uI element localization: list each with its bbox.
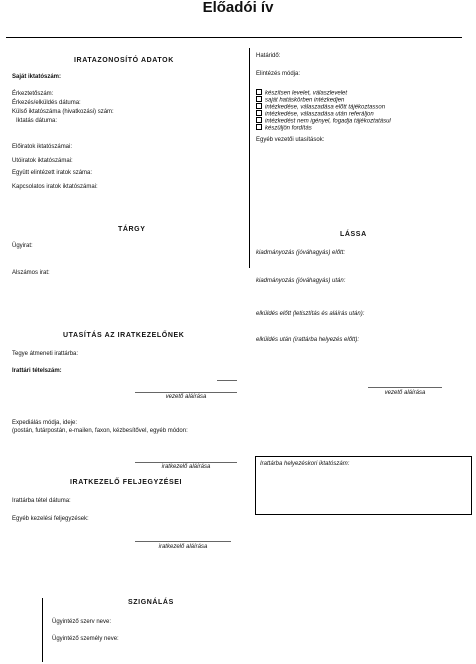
received-number-label: Érkeztetőszám: (12, 91, 54, 97)
checkbox[interactable] (256, 117, 262, 123)
leader-signature-caption: vezető aláírása (165, 394, 207, 400)
admin-signature-caption: iratkezelő aláírása (161, 464, 211, 470)
checkbox[interactable] (256, 89, 262, 95)
other-instructions-label: Egyéb vezetői utasítások: (256, 137, 325, 143)
lassa-signature-caption: vezető aláírása (384, 390, 426, 396)
dispatch-label: Expediálás módja, ideje: (12, 420, 78, 426)
method-label: Elintézés módja: (256, 71, 301, 77)
checkbox[interactable] (256, 110, 262, 116)
previous-docs-label: Előiratok iktatószámai: (12, 144, 73, 150)
related-docs-label: Kapcsolatos iratok iktatószámai: (12, 184, 98, 190)
checkbox[interactable] (256, 103, 262, 109)
following-docs-label: Utóiratok iktatószámai: (12, 158, 73, 164)
own-number-label: Saját iktatószám: (12, 74, 62, 80)
after-send-label: elküldés után (irattárba helyezés előtt): (256, 337, 360, 343)
notes-signature-caption: iratkezelő aláírása (158, 544, 208, 550)
option-label: készüljön fordítás (265, 125, 312, 132)
option-item[interactable] (256, 124, 312, 132)
column-divider (249, 48, 250, 268)
leader-signature-line (135, 392, 237, 393)
admin-signature-line (135, 462, 237, 463)
section-heading-assign: SZIGNÁLÁS (128, 599, 174, 606)
option-label: készítsen levelet, válaszlevelet (265, 90, 348, 97)
checkbox[interactable] (256, 96, 262, 102)
checkbox[interactable] (256, 124, 262, 130)
archive-stamp-label: Irattárba helyezéskori iktatószám: (260, 461, 350, 467)
section-heading-lassa: LÁSSA (340, 231, 367, 238)
notes-signature-line (135, 541, 231, 542)
temp-storage-label: Tegye átmeneti irattárba: (12, 351, 79, 357)
section-heading-notes: IRATKEZELŐ FELJEGYZÉSEI (70, 479, 183, 486)
title-divider (6, 37, 462, 38)
before-issue-label: kiadmányozás (jóváhagyás) előtt: (256, 250, 346, 256)
after-issue-label: kiadmányozás (jóváhagyás) után: (256, 278, 346, 284)
assign-left-bar (42, 598, 43, 662)
person-name-label: Ügyintéző személy neve: (52, 636, 119, 642)
arrival-date-label: Érkezés/elküldés dátuma: (12, 100, 81, 106)
org-name-label: Ügyintéző szerv neve: (52, 619, 112, 625)
option-label: saját hatáskörben intézkedjen (265, 97, 345, 104)
other-notes-label: Egyéb kezelési feljegyzések: (12, 516, 89, 522)
page-title: Előadói ív (202, 0, 274, 16)
section-heading-id: IRATAZONOSÍTÓ ADATOK (74, 57, 174, 64)
client-label: Ügyirat: (12, 243, 33, 249)
deadline-label: Határidő: (256, 53, 281, 59)
archive-stamp-box[interactable] (255, 456, 472, 515)
filing-date-label: Iktatás dátuma: (16, 118, 58, 124)
option-label: intézkedést nem igényel, fogadja tájékoztatásul (265, 118, 391, 125)
lassa-signature-line (368, 387, 442, 388)
before-send-label: elküldés előtt (letisztítás és aláírás után): (256, 311, 365, 317)
option-label: intézkedése, válaszadása előtt tájékoztasson (265, 104, 386, 111)
section-heading-instruction: UTASÍTÁS AZ IRATKEZELŐNEK (63, 332, 185, 339)
dispatch-methods-label: (postán, futárpostán, e-mailen, faxon, kézbesítővel, egyéb módon: (12, 428, 188, 434)
external-number-label: Külső iktatószáma (hivatkozási) szám: (12, 109, 114, 115)
archive-item-label: Irattári tételszám: (12, 368, 62, 374)
together-docs-label: Együtt elintézett iratok száma: (12, 170, 93, 176)
option-label: intézkedése, válaszadása után referáljon (265, 111, 374, 118)
archive-item-line (217, 380, 237, 381)
section-heading-subject: TÁRGY (118, 226, 146, 233)
subnumber-label: Alszámos irat: (12, 270, 50, 276)
archive-date-label: Irattárba tétel dátuma: (12, 498, 71, 504)
